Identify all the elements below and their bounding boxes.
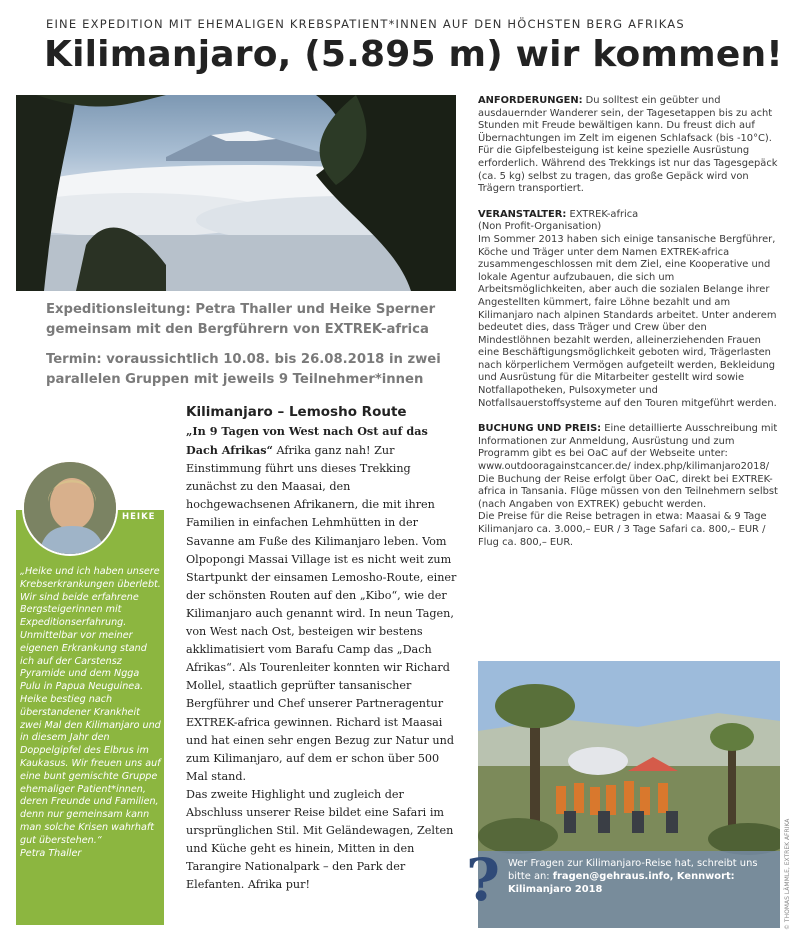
article-paragraph-2: Das zweite Highlight und zugleich der Abschluss unserer Reise bildet eine Safari im ursprünglichen Stil. Mit Geländewagen, Zelten und Küche geht es hinein, Mitten in den Tarangire Nationalpark – den Park der Elefanten. Afrika pur! [186,787,454,892]
requirements-label: ANFORDERUNGEN: [478,95,583,106]
contact-text-plain: Wer Fragen zur Kilimanjaro-Reise hat, schreibt uns bitte an: [508,858,758,882]
booking-block [478,423,778,549]
quote-body: „Heike und ich haben unsere Krebserkrankungen überlebt. Wir sind beide erfahrene Bergsteigerinnen mit Expeditionserfahrung. Unmittelbar vor meiner eigenen Erkrankung stand ich auf der Carstensz Pyramide und dem Ngga Pulu in Papua Neuguinea. Heike bestieg nach überstandener Krankheit zwei Mal den Kilimanjaro und in diesem Jahr den Doppelgipfel des Elbrus im Kaukasus. Wir freuen uns auf eine bunt gemischte Gruppe ehemaliger Patient*innen, deren Freunde und Familien, denn nur gemeinsam kann man solche Krisen wahrhaft gut überstehen.“ [20,566,161,846]
quote-author: Petra Thaller [20,847,82,859]
avatar [22,460,118,556]
article-heading: Kilimanjaro – Lemosho Route [186,404,407,420]
contact-email[interactable]: fragen@gehraus.info, Kennwort: Kilimanjaro 2018 [508,871,735,895]
expedition-leaders: Expeditionsleitung: Petra Thaller und Heike Sperner gemeinsam mit den Bergführern von EXTREK-africa [46,302,436,337]
quote-name-label: HEIKE [122,512,156,522]
requirements-text: Du solltest ein geübter und ausdauernder Wanderer sein, der Tagesetappen bis zu acht Stunden mit Freude bewältigen kann. Du freust dich auf Übernachtungen im Zelt im eigenen Schlafsack (bis -10°C). Für die Gipfelbesteigung ist keine spezielle Ausrüstung erforderlich. Während des Trekkings ist nur das Tagesgepäck (ca. 5 kg) selbst zu tragen, das große Gepäck wird von Trägern transportiert. [478,95,778,195]
article [186,403,458,894]
photo-credit: © THOMAS LÄMMLE, EXTREK AFRIKA [784,818,791,930]
booking-text-3: Die Preise für die Reise betragen in etwa: Maasai & 9 Tage Kilimanjaro ca. 3.000,– EUR / 3 Tage Safari ca. 800,– EUR / Flug ca. 800,– EUR. [478,511,767,548]
headline: Kilimanjaro, (5.895 m) wir kommen! [44,34,783,75]
requirements-block [478,95,778,196]
booking-label: BUCHUNG UND PREIS: [478,423,602,435]
organizer-name: EXTREK-africa [566,208,639,220]
quote-text [20,566,162,860]
organizer-text: Im Sommer 2013 haben sich einige tansanische Bergführer, Köche und Träger unter dem Namen EXTREK-africa zusammengeschlossen mit dem Ziel, eine Kooperative und lokale Agentur aufzubauen, die sich um Arbeitsmöglichkeiten, aber auch die sozialen Belange ihrer Angestellten kümmert, faire Löhne bezahlt und am Kilimanjaro nach alpinen Standards arbeitet. Unter anderem bedeutet dies, dass Träger und Crew über den Mindestlöhnen bezahlt werden, alleinerziehenden Frauen eine Beschäftigungsmöglichkeit geboten wird, Trägerlasten nach körperlichem Vermögen aufgeteilt werden, Bekleidung und Ausrüstung für die Mitarbeiter gestellt wird sowie Notfallapotheken, Pulsoxymeter und Notfallsauerstoffsysteme auf den Touren mitgeführt werden. [478,233,777,409]
termin: Termin: voraussichtlich 10.08. bis 26.08.2018 in zwei parallelen Gruppen mit jeweils 9 Teilnehmer*innen [46,352,441,387]
organizer-label: VERANSTALTER: [478,208,567,220]
article-paragraph-1 [186,422,458,786]
organizer-block [478,209,778,411]
contact-text [508,857,776,896]
booking-text-1: Eine detaillierte Ausschreibung mit Informationen zur Anmeldung, Ausrüstung und zum Programm gibt es bei OaC auf der Webseite unter: www.outdooragainstcancer.de/ index.php/kilimanjaro2018/ [478,423,778,473]
article-body-1: Afrika ganz nah! Zur Einstimmung führt uns dieses Trekking zunächst zu den Maasai, den hochgewachsenen Afrikanern, die mit ihren Familien in einfachen Lehmhütten in der Savanne am Fuße des Kilimanjaro leben. Vom Olpopongi Massai Village ist es nicht weit zum Startpunkt der einsamen Lemosho-Route, einer der schönsten Routen auf den „Kibo“, wie der Kilimanjaro auch genannt wird. In neun Tagen, von West nach Ost, besteigen wir bestens akklimatisiert vom Barafu Camp das „Dach Afrikas“. Als Tourenleiter konnten wir Richard Mollel, staatlich geprüfter tansanischer Bergführer und Chef unserer Partneragentur EXTREK-africa gewinnen. Richard ist Maasai und hat einen sehr engen Bezug zur Natur und zum Kilimanjaro, auf dem er schon über 500 Mal stand. [186,444,457,783]
question-mark-icon: ? [466,846,500,914]
organizer-sub: (Non Profit-Organisation) [478,221,602,233]
kicker: EINE EXPEDITION MIT EHEMALIGEN KREBSPATIENT*INNEN AUF DEN HÖCHSTEN BERG AFRIKAS [46,17,685,31]
info-column [478,95,778,562]
kilimanjaro-photo [16,95,456,291]
article-lead: „In 9 Tagen von West nach Ost auf das Dach Afrikas“ [186,424,428,458]
booking-text-2: Die Buchung der Reise erfolgt über OaC, direkt bei EXTREK-africa in Tansania. Flüge müssen von den Teilnehmern selbst (nach Angaben von EXTREK) gebucht werden. [478,473,778,510]
